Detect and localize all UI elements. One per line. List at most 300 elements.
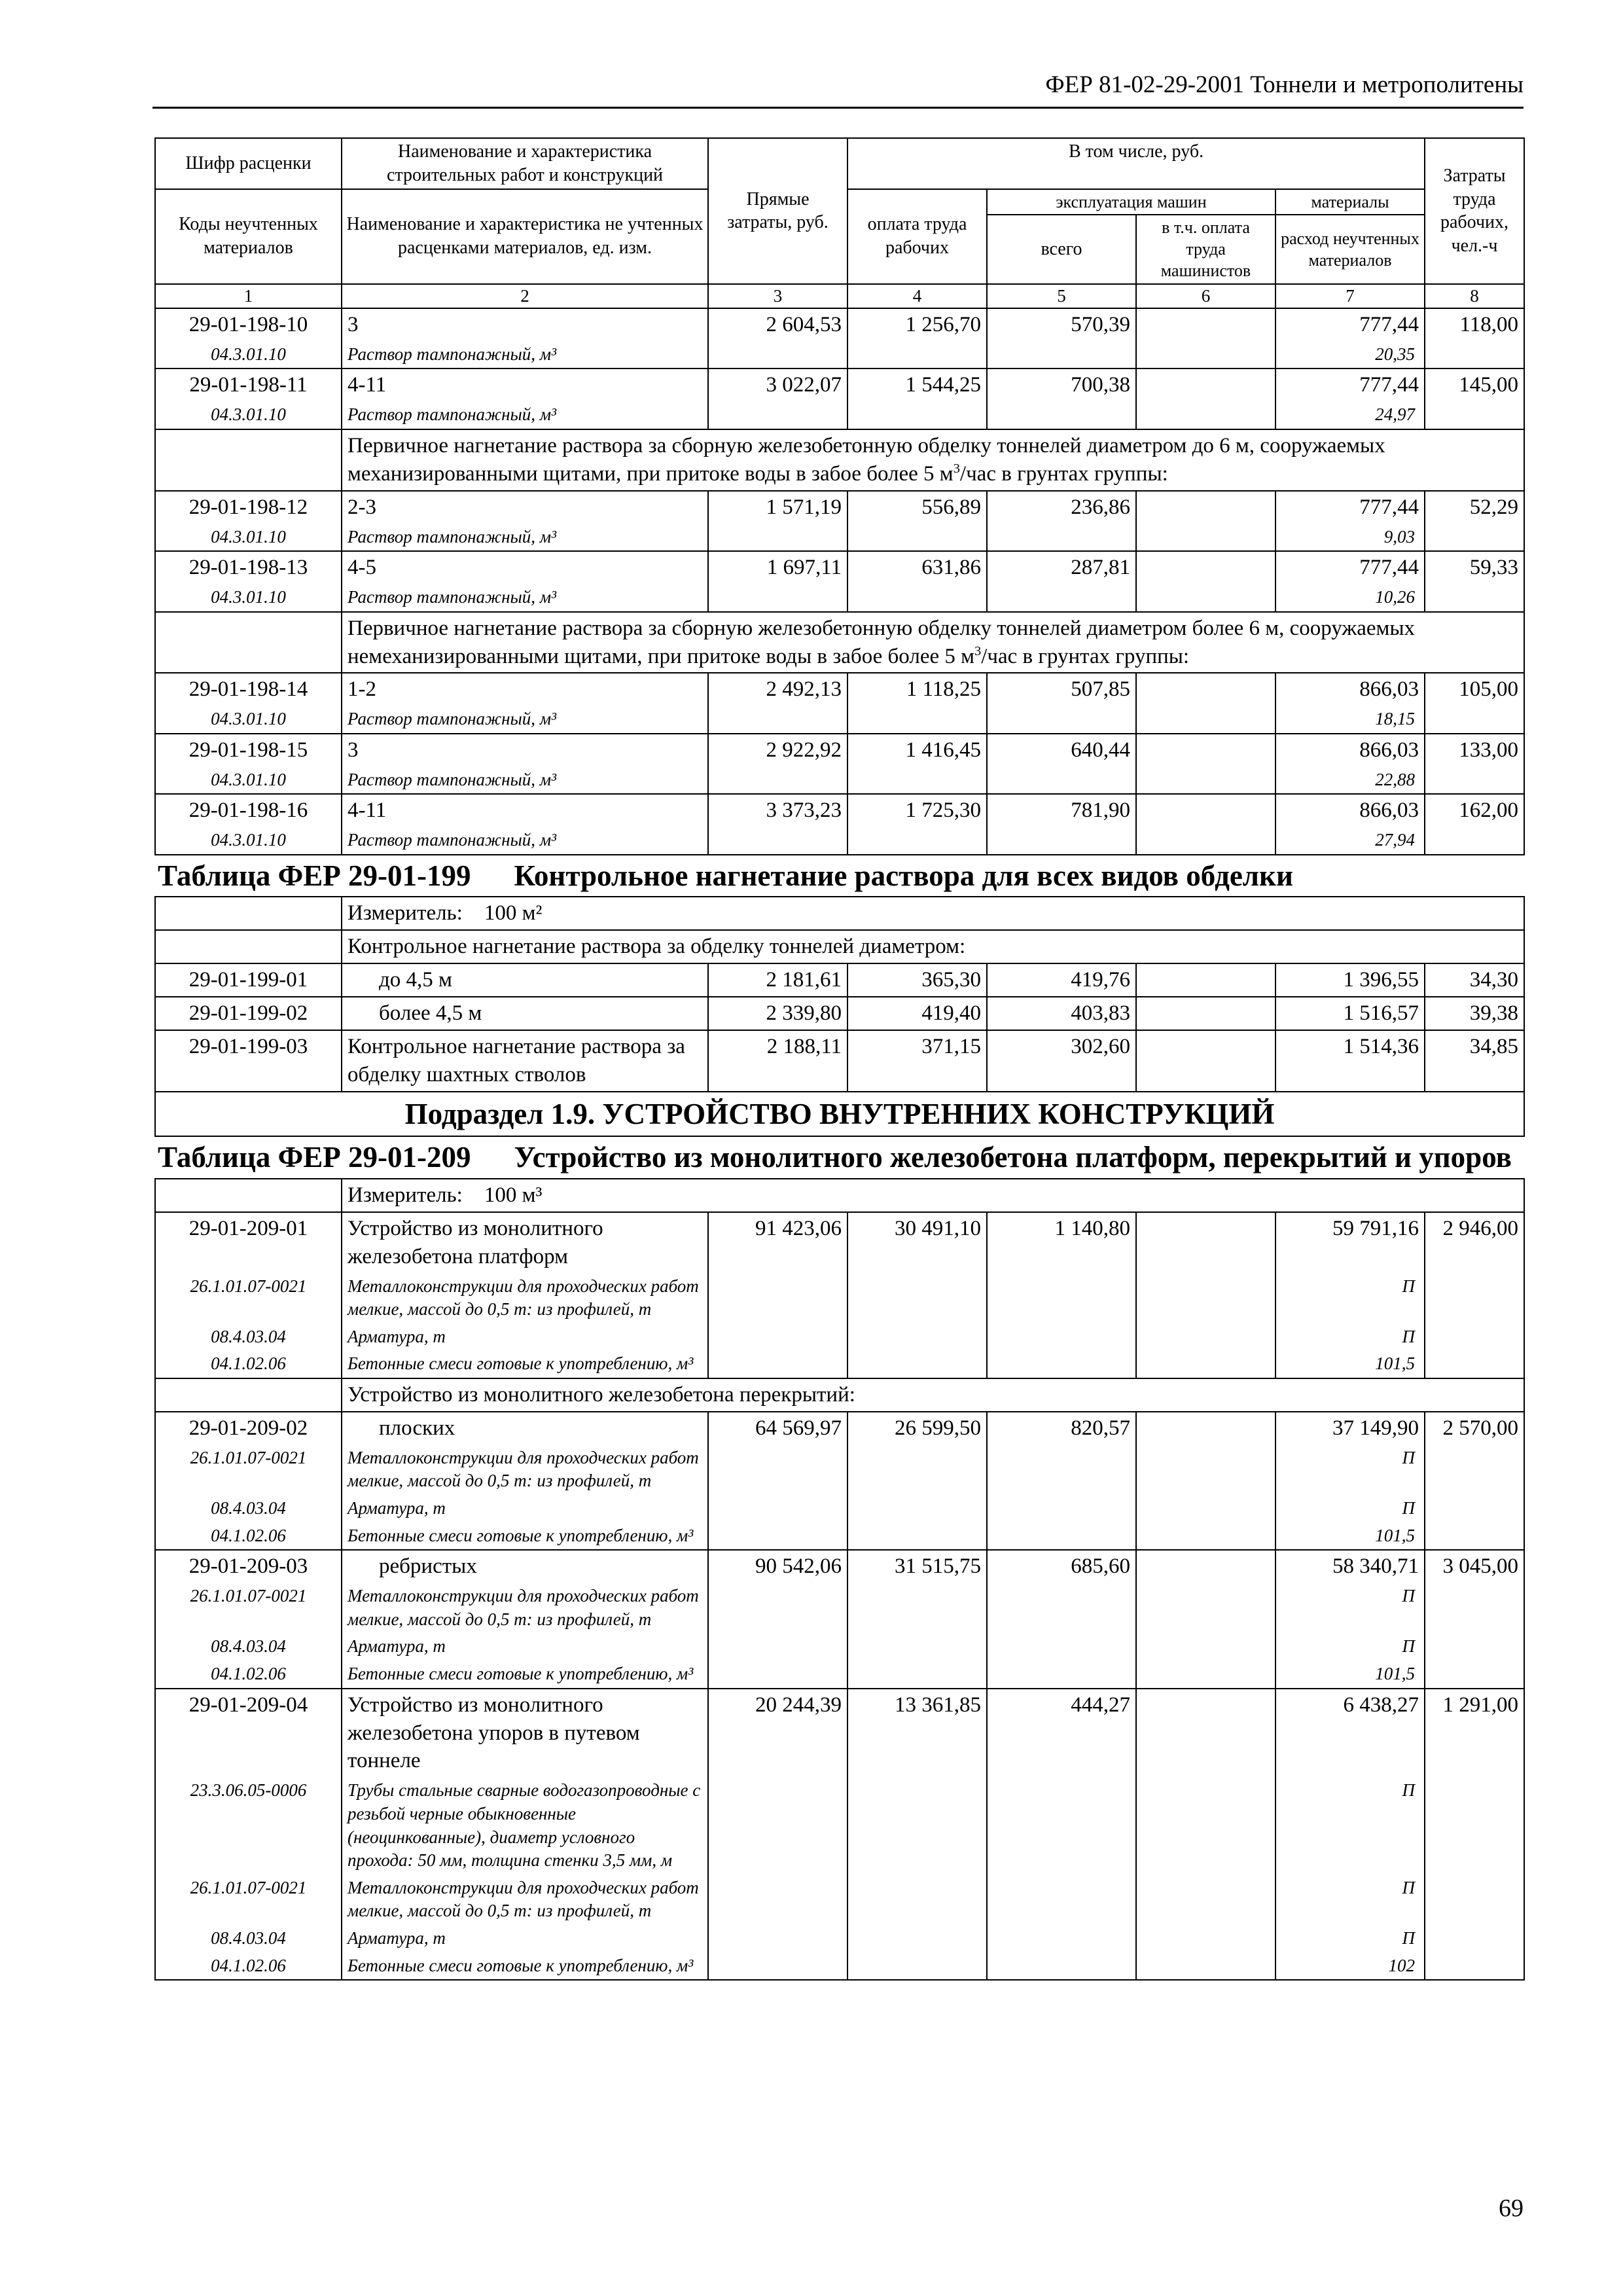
material-qty: 24,97 [1275,401,1425,429]
material-name: Арматура, т [342,1495,708,1522]
materials-cost: 1 514,36 [1275,1030,1425,1092]
material-code: 08.4.03.04 [155,1323,342,1351]
wages-cost: 365,30 [847,963,987,997]
work-name: плоских [342,1412,708,1444]
measure-label: Измеритель: [348,901,463,925]
material-code: 26.1.01.07-0021 [155,1583,342,1633]
measure [342,897,1524,930]
empty-cell [847,827,987,855]
empty-cell [847,584,987,612]
materials-cost: 777,44 [1275,551,1425,584]
rate-row [155,1212,1524,1273]
th-machinist-wages: в т.ч. оплата труда машинистов [1136,215,1275,284]
materials-cost: 777,44 [1275,491,1425,524]
th-name: Наименование и характеристика строительных работ и конструкций [342,138,708,189]
machinist-wages [1136,734,1275,766]
col-number: 2 [342,284,708,308]
unit-text: м³ [539,587,557,607]
material-qty: 101,5 [1275,1522,1425,1551]
group-caption-row [155,429,1524,491]
wages-cost: 1 118,25 [847,673,987,706]
material-qty: 20,35 [1275,341,1425,369]
empty-cell [1136,341,1275,369]
materials-cost: 1 516,57 [1275,997,1425,1030]
machinist-wages [1136,1689,1275,1981]
rate-row [155,308,1524,341]
material-qty: П [1275,1273,1425,1323]
header-rule [152,107,1524,109]
rate-code: 29-01-198-12 [155,491,342,524]
machinist-wages [1136,551,1275,584]
unit-text: м³ [539,709,557,729]
empty-cell [708,827,847,855]
material-name [342,706,708,734]
materials-cost: 777,44 [1275,308,1425,341]
material-name: Бетонные смеси готовые к употреблению, м³ [342,1350,708,1378]
machinist-wages [1136,1212,1275,1378]
materials-cost: 866,03 [1275,794,1425,827]
empty-cell [155,612,342,673]
machinist-wages [1136,673,1275,706]
direct-cost: 1 697,11 [708,551,847,584]
measure-row [155,897,1524,930]
th-incl: В том числе, руб. [847,138,1425,189]
empty-cell [708,584,847,612]
empty-cell [155,429,342,491]
machinist-wages [1136,491,1275,524]
group-text: Устройство из монолитного железобетона перекрытий: [348,1383,855,1407]
rate-row [155,491,1524,524]
wages-cost: 419,40 [847,997,987,1030]
material-qty: 102 [1275,1952,1425,1981]
machinist-wages [1136,1030,1275,1092]
rate-code: 29-01-199-03 [155,1030,342,1092]
unit-text: м³ [539,404,557,425]
material-qty: 10,26 [1275,584,1425,612]
materials-cost: 59 791,16 [1275,1212,1425,1273]
rate-code: 29-01-199-02 [155,997,342,1030]
measure-unit: 100 м³ [484,1183,543,1207]
rate-code: 29-01-199-01 [155,963,342,997]
work-name: Контрольное нагнетание раствора за обделку шахтных стволов [342,1030,708,1092]
material-qty: 22,88 [1275,766,1425,795]
material-name: Трубы стальные сварные водогазопроводные с резьбой черные обыкновенные (неоцинкованные), диаметр условного прохода: 50 мм, толщина стенки 3,5 мм, м [342,1777,708,1874]
rate-code: 29-01-209-04 [155,1689,342,1778]
col-number: 3 [708,284,847,308]
table-title-row [155,1136,1524,1179]
empty-cell [155,1179,342,1212]
material-name: Арматура, т [342,1925,708,1952]
machinist-wages [1136,1550,1275,1688]
rate-row [155,1689,1524,1778]
rate-row [155,963,1524,997]
machinist-wages [1136,308,1275,341]
direct-cost: 2 604,53 [708,308,847,341]
empty-cell [1425,524,1524,552]
machines-cost: 685,60 [987,1550,1136,1688]
work-name: 4-5 [342,551,708,584]
th-wages: оплата труда рабочих [847,189,987,284]
running-header: ФЕР 81-02-29-2001 Тоннели и метрополитены [1045,71,1524,98]
material-name [342,341,708,369]
group-caption-row [155,1378,1524,1412]
material-code: 04.3.01.10 [155,341,342,369]
material-name-text: Раствор тампонажный, [348,587,540,607]
materials-cost: 777,44 [1275,368,1425,401]
measure-label: Измеритель: [348,1183,463,1207]
material-name: Металлоконструкции для проходческих работ мелкие, массой до 0,5 т: из профилей, т [342,1444,708,1495]
group-caption-row [155,930,1524,963]
labor-cost: 52,29 [1425,491,1524,524]
material-row [155,766,1524,795]
labor-cost: 1 291,00 [1425,1689,1524,1981]
machines-cost: 302,60 [987,1030,1136,1092]
measure-unit: 100 м² [484,901,543,925]
material-code: 08.4.03.04 [155,1633,342,1660]
work-name: ребристых [342,1550,708,1583]
work-name: 4-11 [342,368,708,401]
group-caption [342,930,1524,963]
material-name-text: Раствор тампонажный, [348,526,540,547]
subsection-row [155,1092,1524,1137]
labor-cost: 59,33 [1425,551,1524,584]
material-code: 23.3.06.05-0006 [155,1777,342,1874]
material-qty: П [1275,1925,1425,1952]
rate-row [155,734,1524,766]
material-qty: 9,03 [1275,524,1425,552]
material-qty: 101,5 [1275,1350,1425,1378]
group-caption-row [155,612,1524,673]
material-name [342,524,708,552]
th-materials: материалы [1275,189,1425,215]
material-code: 04.3.01.10 [155,524,342,552]
machines-cost: 570,39 [987,308,1136,341]
header-row-1 [155,138,1524,189]
col-number: 1 [155,284,342,308]
labor-cost: 39,38 [1425,997,1524,1030]
empty-cell [708,524,847,552]
material-code: 26.1.01.07-0021 [155,1874,342,1925]
material-row [155,827,1524,855]
wages-cost: 1 544,25 [847,368,987,401]
measure-gap [463,901,484,925]
superscript: 3 [974,643,982,658]
direct-cost: 64 569,97 [708,1412,847,1550]
col-number: 6 [1136,284,1275,308]
direct-cost: 91 423,06 [708,1212,847,1378]
material-qty: П [1275,1323,1425,1351]
machines-cost: 444,27 [987,1689,1136,1981]
rate-row [155,551,1524,584]
empty-cell [708,706,847,734]
labor-cost: 105,00 [1425,673,1524,706]
material-name-text: Раствор тампонажный, [348,404,540,425]
material-name: Металлоконструкции для проходческих работ мелкие, массой до 0,5 т: из профилей, т [342,1874,708,1925]
rate-code: 29-01-198-10 [155,308,342,341]
col-number: 5 [987,284,1136,308]
machines-cost: 700,38 [987,368,1136,401]
rate-code: 29-01-198-15 [155,734,342,766]
material-name: Бетонные смеси готовые к употреблению, м³ [342,1522,708,1551]
labor-cost: 34,85 [1425,1030,1524,1092]
group-text: Первичное нагнетание раствора за сборную железобетонную обделку тоннелей диаметром более 6 м, сооружаемых немеханизированными щитами, при притоке воды в забое более 5 м [348,616,1416,668]
col-number: 8 [1425,284,1524,308]
materials-cost: 58 340,71 [1275,1550,1425,1583]
wages-cost: 26 599,50 [847,1412,987,1550]
superscript: 3 [953,461,960,476]
empty-cell [708,401,847,429]
direct-cost: 2 181,61 [708,963,847,997]
group-text-tail: /час в грунтах группы: [981,644,1190,668]
material-code: 26.1.01.07-0021 [155,1273,342,1323]
th-code: Шифр расценки [155,138,342,189]
th-codes-unacc: Коды неучтенных материалов [155,189,342,284]
machines-cost: 820,57 [987,1412,1136,1550]
unit-text: м³ [539,344,557,364]
rate-code: 29-01-209-02 [155,1412,342,1444]
direct-cost: 2 492,13 [708,673,847,706]
empty-cell [847,766,987,795]
material-code: 26.1.01.07-0021 [155,1444,342,1495]
empty-cell [1136,584,1275,612]
machinist-wages [1136,368,1275,401]
work-name: 1-2 [342,673,708,706]
direct-cost: 2 922,92 [708,734,847,766]
labor-cost: 2 946,00 [1425,1212,1524,1378]
rate-code: 29-01-209-03 [155,1550,342,1583]
material-name [342,401,708,429]
materials-cost: 866,03 [1275,734,1425,766]
materials-cost: 37 149,90 [1275,1412,1425,1444]
material-code: 04.1.02.06 [155,1522,342,1551]
rate-row [155,673,1524,706]
material-code: 04.3.01.10 [155,706,342,734]
empty-cell [1425,401,1524,429]
col-number: 4 [847,284,987,308]
wages-cost: 556,89 [847,491,987,524]
empty-cell [1136,827,1275,855]
rate-code: 29-01-209-01 [155,1212,342,1273]
labor-cost: 162,00 [1425,794,1524,827]
table-title-row [155,855,1524,897]
labor-cost: 2 570,00 [1425,1412,1524,1550]
material-qty: 18,15 [1275,706,1425,734]
direct-cost: 2 188,11 [708,1030,847,1092]
measure [342,1179,1524,1212]
work-name: более 4,5 м [342,997,708,1030]
wages-cost: 631,86 [847,551,987,584]
table-label: Таблица ФЕР 29-01-199 [158,859,471,892]
column-numbers-row [155,284,1524,308]
machines-cost: 287,81 [987,551,1136,584]
empty-cell [1425,706,1524,734]
machines-cost: 507,85 [987,673,1136,706]
empty-cell [987,524,1136,552]
empty-cell [987,706,1136,734]
empty-cell [987,401,1136,429]
materials-cost: 866,03 [1275,673,1425,706]
empty-cell [155,897,342,930]
machines-cost: 1 140,80 [987,1212,1136,1378]
machines-cost: 781,90 [987,794,1136,827]
table-title [155,855,1524,897]
rate-row [155,1550,1524,1583]
th-unacc-consumption: расход неучтенных материалов [1275,215,1425,284]
rate-row [155,997,1524,1030]
rate-row [155,1412,1524,1444]
material-code: 04.1.02.06 [155,1952,342,1981]
materials-cost: 6 438,27 [1275,1689,1425,1778]
th-labor: Затраты труда рабочих, чел.-ч [1425,138,1524,284]
empty-cell [847,524,987,552]
empty-cell [847,341,987,369]
material-code: 04.1.02.06 [155,1660,342,1689]
wages-cost: 30 491,10 [847,1212,987,1378]
rate-code: 29-01-198-14 [155,673,342,706]
rate-code: 29-01-198-16 [155,794,342,827]
work-name: Устройство из монолитного железобетона платформ [342,1212,708,1273]
rates-table [154,137,1525,1981]
machinist-wages [1136,1412,1275,1550]
material-qty: П [1275,1495,1425,1522]
table-title [155,1136,1524,1179]
material-name: Бетонные смеси готовые к употреблению, м³ [342,1952,708,1981]
work-name: до 4,5 м [342,963,708,997]
empty-cell [987,341,1136,369]
material-code: 04.3.01.10 [155,766,342,795]
material-qty: П [1275,1444,1425,1495]
direct-cost: 3 373,23 [708,794,847,827]
empty-cell [987,766,1136,795]
labor-cost: 3 045,00 [1425,1550,1524,1688]
empty-cell [1425,341,1524,369]
material-name-text: Раствор тампонажный, [348,769,540,789]
material-name [342,766,708,795]
empty-cell [1425,584,1524,612]
material-name: Металлоконструкции для проходческих работ мелкие, массой до 0,5 т: из профилей, т [342,1273,708,1323]
table-title-text: Контрольное нагнетание раствора для всех видов обделки [514,859,1293,892]
rate-row [155,1030,1524,1092]
material-code: 04.1.02.06 [155,1350,342,1378]
material-qty: П [1275,1583,1425,1633]
material-row [155,584,1524,612]
measure-row [155,1179,1524,1212]
labor-cost: 133,00 [1425,734,1524,766]
work-name: 2-3 [342,491,708,524]
material-name-text: Раствор тампонажный, [348,709,540,729]
material-name [342,584,708,612]
empty-cell [987,584,1136,612]
material-name: Арматура, т [342,1323,708,1351]
empty-cell [1425,766,1524,795]
material-code: 04.3.01.10 [155,827,342,855]
rate-row [155,794,1524,827]
materials-cost: 1 396,55 [1275,963,1425,997]
machines-cost: 419,76 [987,963,1136,997]
work-name: Устройство из монолитного железобетона упоров в путевом тоннеле [342,1689,708,1778]
material-row [155,706,1524,734]
direct-cost: 20 244,39 [708,1689,847,1981]
unit-text: м³ [539,526,557,547]
material-name: Металлоконструкции для проходческих работ мелкие, массой до 0,5 т: из профилей, т [342,1583,708,1633]
th-direct: Прямые затраты, руб. [708,138,847,284]
material-qty: П [1275,1874,1425,1925]
machines-cost: 236,86 [987,491,1136,524]
th-machines: эксплуатация машин [987,189,1275,215]
table-label: Таблица ФЕР 29-01-209 [158,1141,471,1174]
measure-gap [463,1183,484,1207]
rate-code: 29-01-198-11 [155,368,342,401]
th-name-unacc: Наименование и характеристика не учтенных расценками материалов, ед. изм. [342,189,708,284]
table-title-text: Устройство из монолитного железобетона платформ, перекрытий и упоров [514,1141,1512,1174]
unit-text: м³ [539,830,557,850]
material-qty: 101,5 [1275,1660,1425,1689]
work-name: 3 [342,734,708,766]
wages-cost: 31 515,75 [847,1550,987,1688]
material-code: 04.3.01.10 [155,401,342,429]
material-name-text: Раствор тампонажный, [348,344,540,364]
empty-cell [1136,706,1275,734]
machinist-wages [1136,997,1275,1030]
empty-cell [847,706,987,734]
th-total: всего [987,215,1136,284]
machinist-wages [1136,963,1275,997]
group-caption [342,1378,1524,1412]
empty-cell [1136,766,1275,795]
wages-cost: 1 256,70 [847,308,987,341]
empty-cell [987,827,1136,855]
empty-cell [155,930,342,963]
material-code: 08.4.03.04 [155,1925,342,1952]
wages-cost: 13 361,85 [847,1689,987,1981]
material-code: 08.4.03.04 [155,1495,342,1522]
direct-cost: 2 339,80 [708,997,847,1030]
material-code: 04.3.01.10 [155,584,342,612]
material-name [342,827,708,855]
empty-cell [155,1378,342,1412]
material-qty: П [1275,1777,1425,1874]
labor-cost: 118,00 [1425,308,1524,341]
machinist-wages [1136,794,1275,827]
wages-cost: 371,15 [847,1030,987,1092]
empty-cell [1136,401,1275,429]
direct-cost: 3 022,07 [708,368,847,401]
wages-cost: 1 725,30 [847,794,987,827]
table-body [155,138,1524,1980]
material-qty: 27,94 [1275,827,1425,855]
page-number: 69 [1499,2195,1524,2222]
group-text: Первичное нагнетание раствора за сборную железобетонную обделку тоннелей диаметром до 6 м, сооружаемых механизированными щитами, при притоке воды в забое более 5 м [348,433,1385,486]
material-name: Бетонные смеси готовые к употреблению, м³ [342,1660,708,1689]
group-text: Контрольное нагнетание раствора за обделку тоннелей диаметром: [348,935,966,959]
work-name: 4-11 [342,794,708,827]
material-name: Арматура, т [342,1633,708,1660]
subsection-heading: Подраздел 1.9. УСТРОЙСТВО ВНУТРЕННИХ КОНСТРУКЦИЙ [155,1092,1524,1137]
group-text-tail: /час в грунтах группы: [959,461,1168,486]
material-qty: П [1275,1633,1425,1660]
unit-text: м³ [539,769,557,789]
material-row [155,524,1524,552]
material-row [155,341,1524,369]
rate-row [155,368,1524,401]
direct-cost: 1 571,19 [708,491,847,524]
labor-cost: 34,30 [1425,963,1524,997]
material-name-text: Раствор тампонажный, [348,830,540,850]
wages-cost: 1 416,45 [847,734,987,766]
labor-cost: 145,00 [1425,368,1524,401]
machines-cost: 640,44 [987,734,1136,766]
machines-cost: 403,83 [987,997,1136,1030]
